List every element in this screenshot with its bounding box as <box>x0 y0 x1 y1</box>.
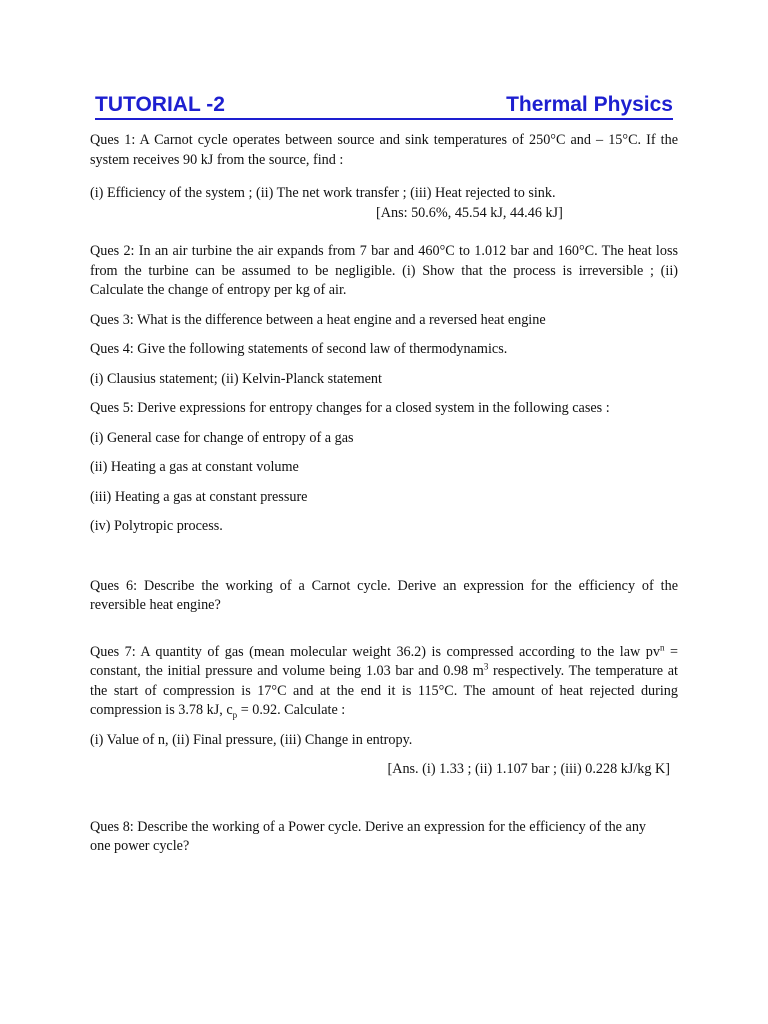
question-7-text-d: = 0.92. Calculate : <box>237 702 346 718</box>
question-4-parts: (i) Clausius statement; (ii) Kelvin-Planck statement <box>90 370 382 387</box>
question-5-part-1: (i) General case for change of entropy of a gas <box>90 429 354 446</box>
question-1: Ques 1: A Carnot cycle operates between source and sink temperatures of 250°C and – 15°C. If the system receives 90 kJ from the source, find : <box>90 132 678 168</box>
question-7-parts: (i) Value of n, (ii) Final pressure, (iii) Change in entropy. <box>90 731 413 748</box>
question-4: Ques 4: Give the following statements of second law of thermodynamics. <box>90 341 508 357</box>
question-5-part-3: (iii) Heating a gas at constant pressure <box>90 488 308 505</box>
question-8: Ques 8: Describe the working of a Power cycle. Derive an expression for the efficiency of the any one power cycle? <box>90 818 647 854</box>
subject-title: Thermal Physics <box>506 93 673 116</box>
question-1-answer: [Ans: 50.6%, 45.54 kJ, 44.46 kJ] <box>376 204 563 221</box>
question-7-text-a: Ques 7: A quantity of gas (mean molecular weight 36.2) is compressed according to the law pv <box>90 643 660 660</box>
tutorial-title: TUTORIAL -2 <box>95 93 225 116</box>
question-list <box>90 131 678 857</box>
question-7-text-b: = constant, the initial pressure and volume being 1.03 bar and 0.98 m <box>90 643 678 679</box>
question-7-answer: [Ans. (i) 1.33 ; (ii) 1.107 bar ; (iii) 0.228 kJ/kg K] <box>387 761 670 777</box>
question-5-part-2: (ii) Heating a gas at constant volume <box>90 459 299 475</box>
question-6: Ques 6: Describe the working of a Carnot cycle. Derive an expression for the efficiency of the reversible heat engine? <box>90 577 678 613</box>
subscript-p: p <box>232 709 238 720</box>
question-7 <box>90 643 678 721</box>
page-header <box>95 92 673 120</box>
question-3: Ques 3: What is the difference between a heat engine and a reversed heat engine <box>90 311 546 328</box>
question-7-text-c: respectively. The temperature at the start of compression is 17°C and at the end it is 115°C. The amount of heat rejected during compression is 3.78 kJ, c <box>90 663 679 718</box>
question-5-part-4: (iv) Polytropic process. <box>90 518 223 534</box>
question-5: Ques 5: Derive expressions for entropy changes for a closed system in the following cases : <box>90 400 610 416</box>
question-2: Ques 2: In an air turbine the air expands from 7 bar and 460°C to 1.012 bar and 160°C. The heat loss from the turbine can be assumed to be negligible. (i) Show that the process is irreversible ; (ii) Calculate the change of entropy per kg of air. <box>90 243 678 298</box>
exponent-n: n <box>659 641 665 652</box>
question-1-parts: (i) Efficiency of the system ; (ii) The net work transfer ; (iii) Heat rejected to sink. <box>90 185 556 201</box>
exponent-3: 3 <box>483 661 489 672</box>
